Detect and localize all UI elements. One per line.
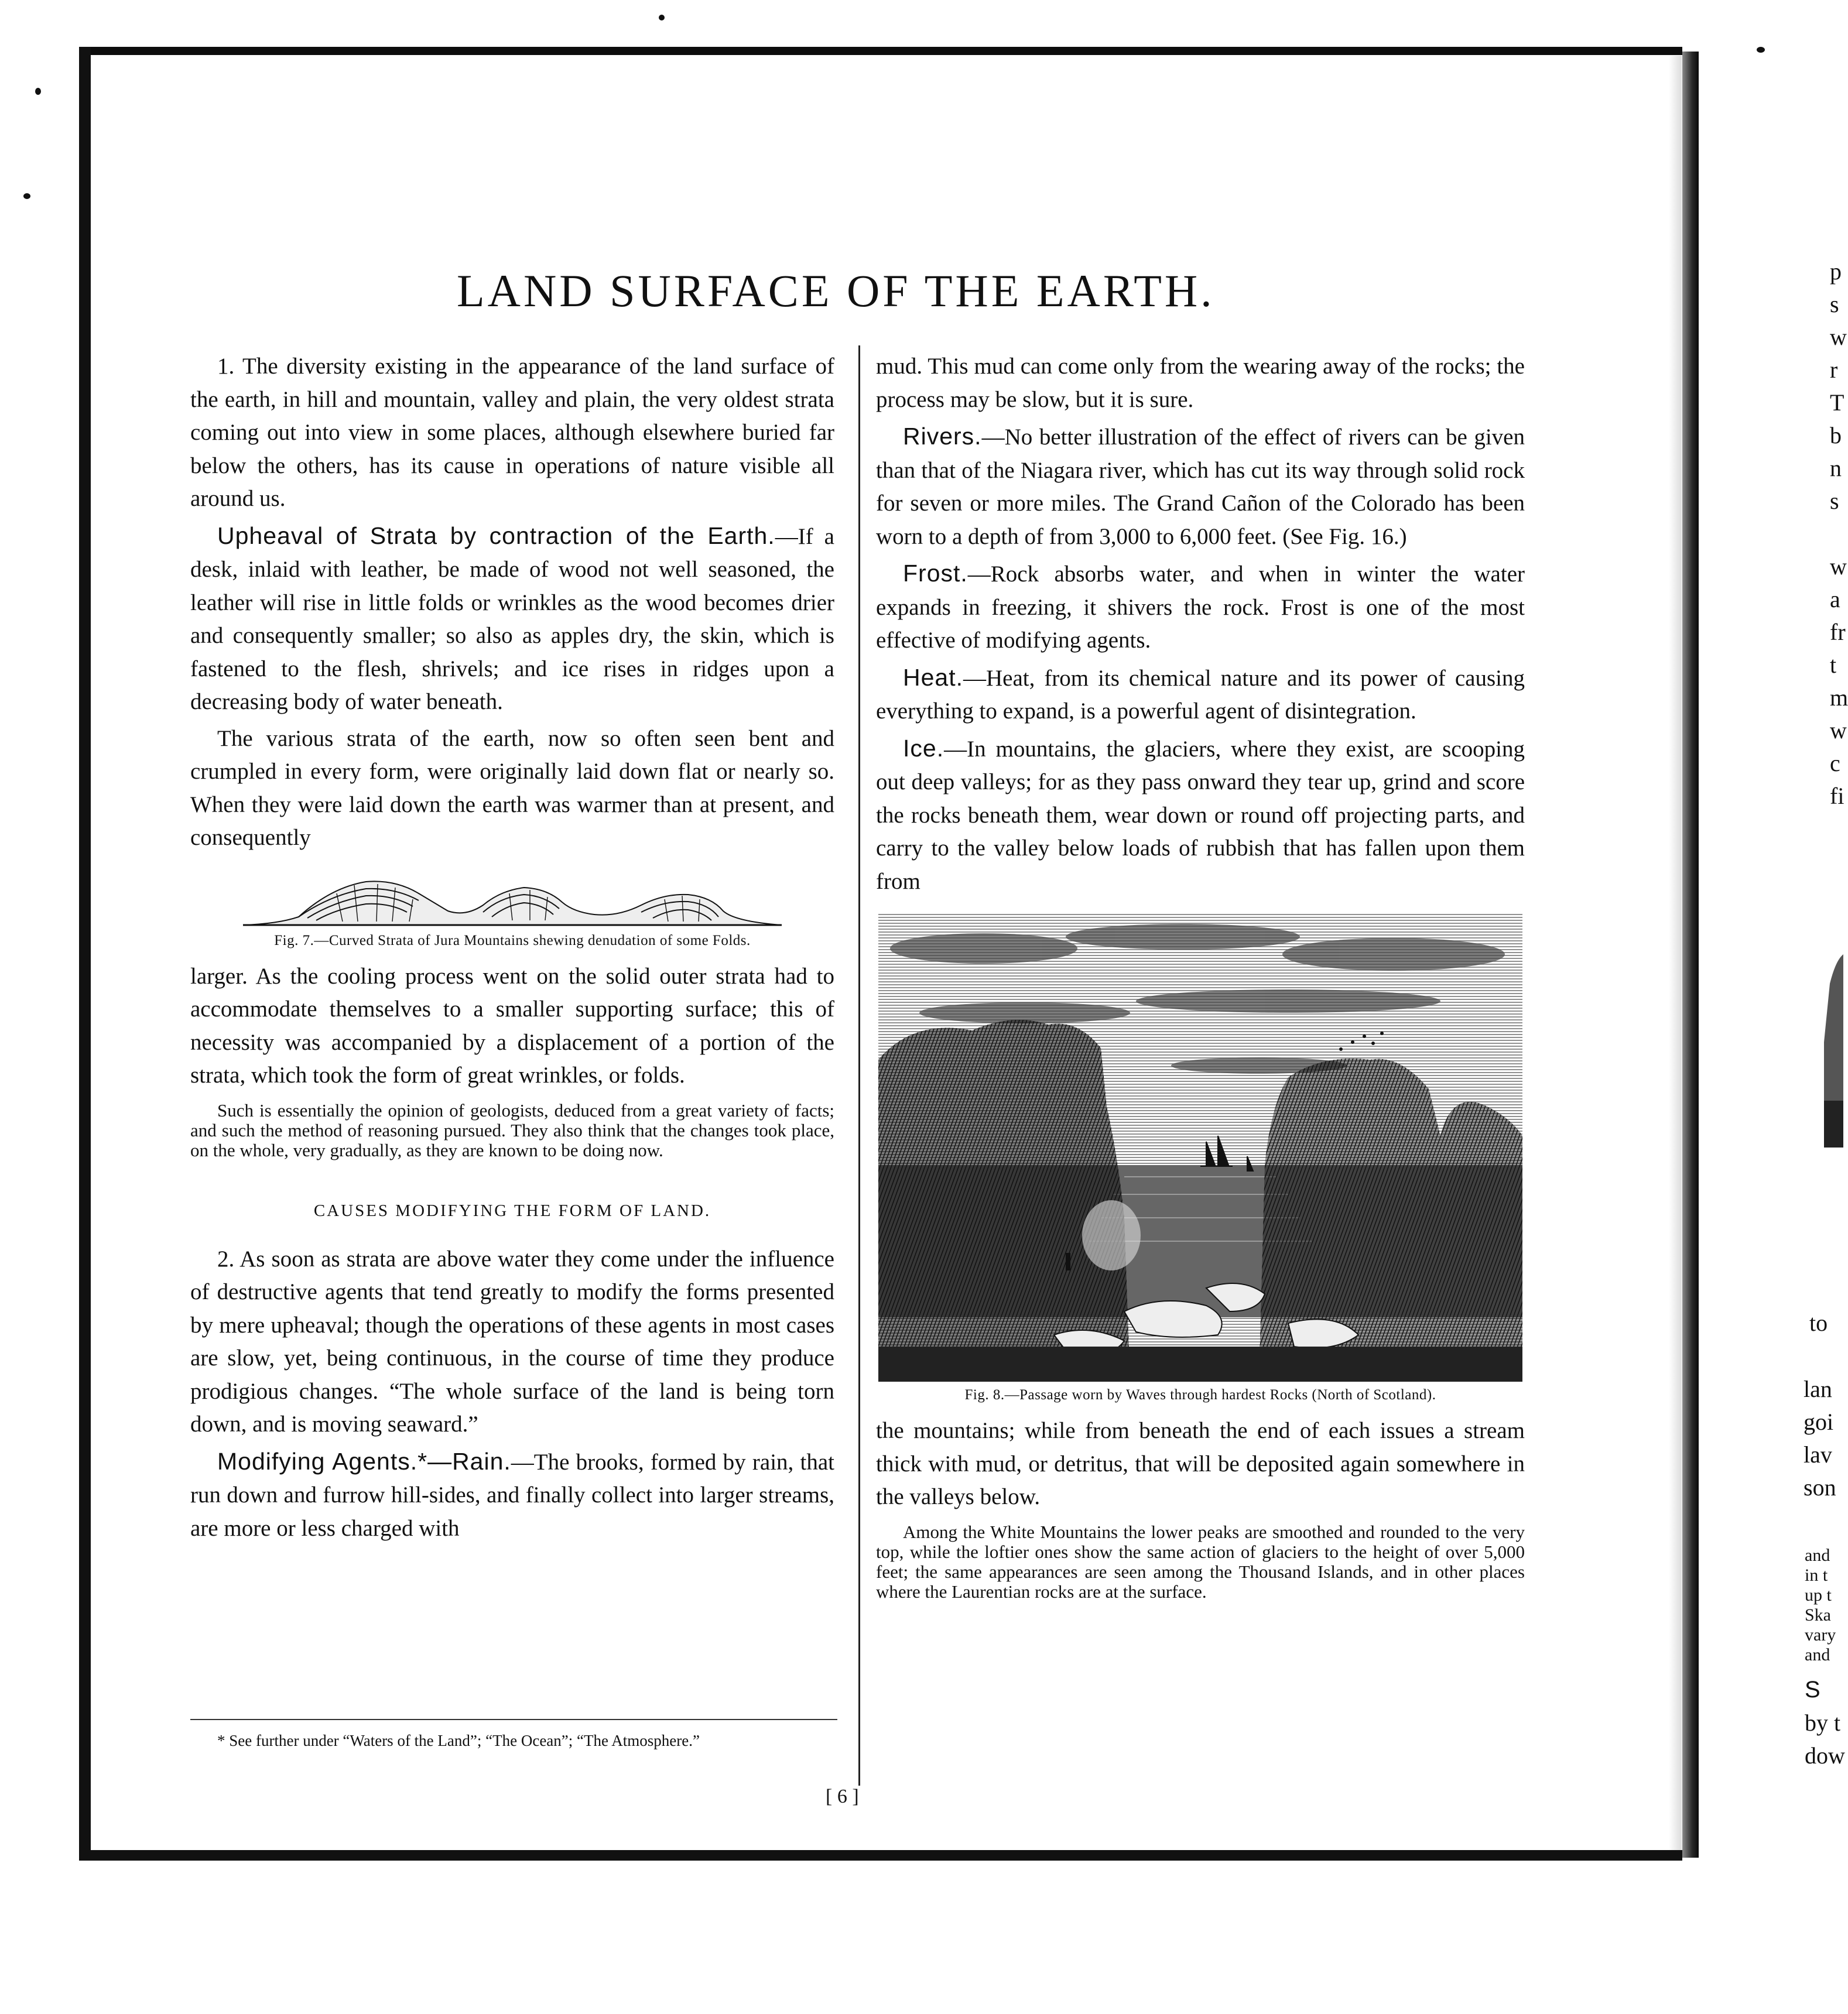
next-page-fragment: to [1809,1310,1828,1336]
rivers-text: —No better illustration of the effect of rivers can be given than that of the Niagara river, which has cut its way through solid rock for seven or more miles. The Grand Cañon of the Colorado has been worn to a depth of from 3,000 to 6,000 feet. (See Fig. 16.) [876,424,1525,549]
next-page-fragment: S [1805,1677,1820,1703]
page-edge [1669,56,1682,1850]
next-page-fragment: son [1803,1474,1836,1501]
heat-heading: Heat. [903,663,963,691]
next-page-fragment: w [1830,324,1847,350]
small-note-white-mountains: Among the White Mountains the lower peaks are smoothed and rounded to the very top, while the loftier ones show the same action of glaciers to the height of over 5,000 feet; the same appearances are seen among the Thousand Islands, and in other places where the Laurentian rocks are at the surface. [876,1521,1525,1602]
paragraph-frost [876,557,1525,657]
next-page-fragment: s [1830,488,1839,514]
next-page-fragment: m [1830,684,1848,711]
section-heading-causes: CAUSES MODIFYING THE FORM OF LAND. [313,1201,711,1220]
next-page-fragment: lav [1803,1441,1832,1468]
scan-border-bottom [79,1850,1682,1861]
next-page-fragment: fi [1830,783,1844,809]
next-page-fragment: r [1830,357,1838,383]
scan-border-top [79,47,1682,55]
dust-speck [23,193,30,199]
next-page-fragment: b [1830,422,1842,448]
footnote: * See further under “Waters of the Land”; “The Ocean”; “The Atmosphere.” [217,1732,700,1749]
paragraph-mountains: the mountains; while from beneath the end of each issues a stream thick with mud, or detritus, that will be deposited again somewhere in the valleys below. [876,1418,1525,1509]
next-page-fragment: by t [1805,1710,1841,1736]
paragraph-1: 1. The diversity existing in the appearance of the land surface of the earth, in hill and mountain, valley and plain, the very oldest strata coming out into view in some places, although elsewhere buried far below the others, has its cause in operations of nature visible all around us. [190,354,834,511]
next-page-fragment: lan [1803,1376,1832,1402]
paragraph-strata: The various strata of the earth, now so often seen bent and crumpled in every form, were originally laid down flat or nearly so. When they were laid down the earth was warmer than at present, and consequently [190,725,834,850]
book-gutter [1682,52,1699,1858]
next-page-fragment: dow [1805,1742,1845,1769]
paragraph-heat [876,661,1525,728]
page-title: LAND SURFACE OF THE EARTH. [457,265,1215,316]
upheaval-heading: Upheaval of Strata by contraction of the Earth. [217,522,775,549]
footnote-rule [190,1719,837,1720]
dust-speck [1757,47,1765,53]
next-page-fragment: fr [1830,619,1846,645]
next-page-fragment: a [1830,586,1840,612]
next-page-fragment: c [1830,750,1840,776]
paragraph-2: 2. As soon as strata are above water they come under the influence of destructive agents that tend greatly to modify the forms presented by mere upheaval; though the operations of these agents in most cases are slow, yet, being continuous, in the course of time they produce prodigious changes. “The whole surface of the land is being torn down, and is moving seaward.” [190,1246,834,1437]
fig7-caption: Fig. 7.—Curved Strata of Jura Mountains shewing denudation of some Folds. [274,932,751,948]
scan-border-left [79,47,91,1859]
next-page-fragment: and [1805,1645,1830,1664]
next-page-fragment: T [1830,389,1844,416]
paragraph-ice [876,732,1525,899]
left-column [190,350,834,1545]
agents-text: —The brooks, formed by rain, that run down and furrow hill-sides, and finally collect into larger streams, are more or less charged with [190,1449,834,1541]
next-page-fragment: goi [1803,1409,1834,1435]
next-page-fragment: vary [1805,1625,1836,1645]
next-page-fragment: p [1830,258,1842,285]
next-page-fragment: w [1830,553,1847,580]
next-page-fragment: in t [1805,1566,1828,1585]
frost-heading: Frost. [903,560,968,587]
paragraph-rivers [876,420,1525,553]
fig8-caption: Fig. 8.—Passage worn by Waves through hardest Rocks (North of Scotland). [964,1387,1436,1403]
upheaval-text: —If a desk, inlaid with leather, be made of wood not well seasoned, the leather will rise in little folds or wrinkles as the wood becomes drier and consequently smaller; so also as apples dry, the skin, which is fastened to the flesh, shrivels; and ice rises in ridges upon a decreasing body of water beneath. [190,523,834,714]
next-page-fragment: and [1805,1546,1830,1565]
frost-text: —Rock absorbs water, and when in winter the water expands in freezing, it shivers the rock. Frost is one of the most effective of modifying agents. [876,561,1525,653]
ice-heading: Ice. [903,734,944,762]
next-page-fragment: s [1830,291,1839,317]
next-page-fragment: n [1830,455,1842,481]
dust-speck [35,88,41,95]
agents-heading: Modifying Agents.*—Rain. [217,1447,511,1475]
page-number: [ 6 ] [826,1786,859,1807]
next-page-fragment: up t [1805,1585,1832,1605]
next-page-fragment: Ska [1805,1605,1831,1625]
fig7-strata-illustration [243,876,782,929]
next-page-fragment: w [1830,717,1847,744]
paragraph-agents [190,1445,834,1546]
next-page-engraving-fragment [1824,925,1843,1148]
heat-text: —Heat, from its chemical nature and its power of causing everything to expand, is a powerful agent of disintegration. [876,665,1525,724]
paragraph-mud: mud. This mud can come only from the wearing away of the rocks; the process may be slow, but it is sure. [876,354,1525,412]
paragraph-cooling: larger. As the cooling process went on the solid outer strata had to accommodate themselves to a smaller supporting surface; this of necessity was accompanied by a displacement of a portion of the strata, which took the form of great wrinkles, or folds. [190,963,834,1088]
fig8-sea-rocks-engraving [878,913,1522,1382]
right-column [876,350,1525,1602]
ice-text: —In mountains, the glaciers, where they exist, are scooping out deep valleys; for as they pass onward they tear up, grind and score the rocks beneath them, wear down or round off projecting parts, and carry to the valley below loads of rubbish that has fallen upon them from [876,736,1525,894]
rivers-heading: Rivers. [903,423,982,450]
small-note-geologists: Such is essentially the opinion of geologists, deduced from a great variety of facts; and such the method of reasoning pursued. They also think that the changes took place, on the whole, very gradually, as they are known to be doing now. [190,1100,834,1160]
paragraph-upheaval [190,519,834,719]
column-divider [858,345,860,1786]
next-page-fragment: t [1830,652,1837,678]
dust-speck [659,15,665,20]
